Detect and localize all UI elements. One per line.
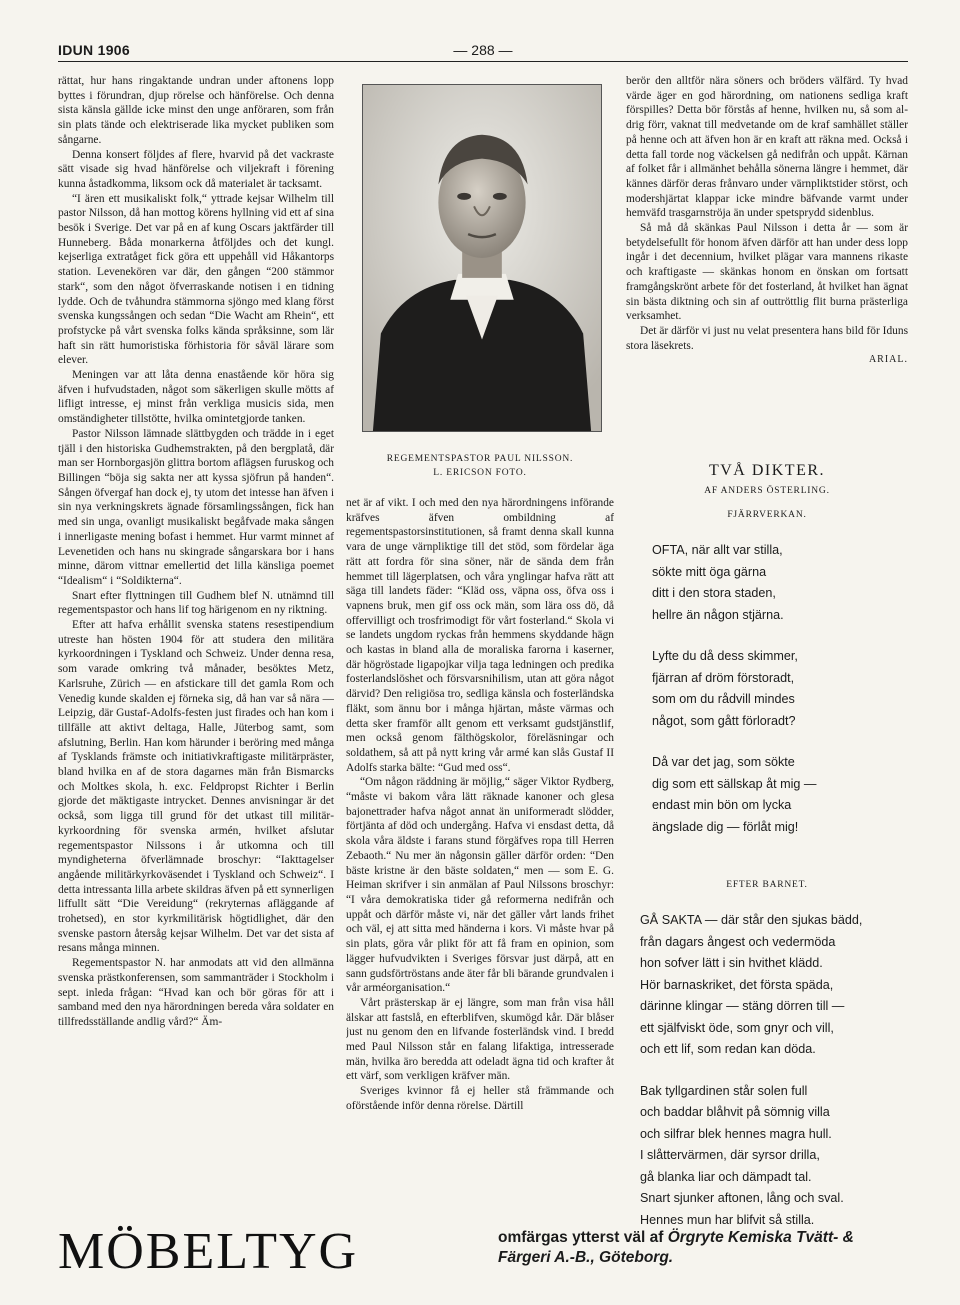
paragraph: Regementspastor N. har anmodats att vid den allmänna svenska prästkonferensen, som sammanträder i Stockholm i sept. inleda frågan: “Hvad kan och bör göras för att i samband med den nya härordningen bereda våra soldater en tillfredsställande andlig vård?“ Äm- — [58, 957, 334, 1028]
poem-line: dig som ett sällskap åt mig — — [652, 776, 817, 791]
paragraph: Så må då skänkas Paul Nilsson i detta år — som är betydelsefullt för honom äfven därför att han under dess lopp ingår i det decennium, hvilket plägar vara mannens rikaste och kraftigaste — skänkas honom en önskan om fortsatt framgångskrönt arbete för det fosterland, åt hvilket han ägnat sin bästa diktning och sin af outtröttlig flit burna prästerliga verksamhet. — [626, 222, 908, 323]
paragraph: Denna konsert följdes af flere, hvarvid på det vackraste sätt visade sig hvad hänförelse och viljekraft i förening kunna åstadkomma, liksom ock då materialet är tacksamt. — [58, 148, 334, 190]
poem-line: och silfrar blek hennes magra hull. — [640, 1126, 832, 1141]
poem-line: Lyfte du då dess skimmer, — [652, 649, 798, 663]
advertisement-company: Örgryte Kemiska Tvätt- & Färgeri A.-B., Göteborg. — [498, 1229, 854, 1266]
page-number: — 288 — — [453, 42, 513, 58]
portrait-photo — [362, 84, 602, 432]
advertisement-text — [498, 1228, 908, 1268]
caption-credit: L. ERICSON FOTO. — [433, 468, 527, 478]
poem-stanza — [626, 1081, 908, 1232]
poem-line: och baddar blåhvit på sömnig villa — [640, 1105, 830, 1119]
poem-line: OFTA, när allt var stilla, — [652, 543, 783, 557]
poem-line: ängslade dig — förlåt mig! — [652, 819, 799, 834]
poem-line: hellre än någon stjärna. — [652, 607, 784, 622]
paragraph: Vårt prästerskap är ej längre, som man från visa håll älskar att fastslå, en efterblifven, skumögd kår. Där blåser just nu genom den en lifvande fosterländsk vind. I bredd med Paul Nilsson står en falang lifaktiga, intresserade män, hvilka äro beredda att odeladt ägna tid och krafter åt ett värf, som verkligen kräfver män. — [346, 996, 614, 1083]
advertisement-headline: MÖBELTYG — [58, 1223, 359, 1280]
paragraph: “Om någon räddning är möjlig,“ säger Viktor Rydberg, “måste vi bakom våra lätt räknade kanoner och glesa bajonettrader hafva något annat än uniformeradt slödder, förtjänta af död och undergång. Hafva vi ensdast detta, då skola våra äldste i farans stund förgäfves ropa till Herren Zebaoth.“ Nu mer än någonsin gäller därför orden: “Den bäste kristne är den bäste soldaten,“ men — som E. G. Heiman skrifver i sin anmälan af Paul Nilssons broschyr: “I våra demokratiska tider gå reformerna nedifrån och uppåt och därför måste vi, när det gäller vårt lands frihet och väl, ej att sitta med händerna i kors. Vi måste hvar på sin plats, göra vår plikt för att få fram en opinion, som lägger hufvudvikten i Sveriges försvar just därpå, att en sann gudsförtröstans ande äter får bli bärande grundvalen i vår arméorganisation.“ — [346, 776, 614, 995]
poem-stanza — [626, 752, 908, 838]
paragraph: Meningen var att låta denna enastående kör höra sig äfven i hufvudstaden, något som säkerligen skulle mötts af lifligt intresse, ej minst från verkliga musicis sida, men omständigheter tillstötte, hvilka omintetgjorde tanken. — [58, 369, 334, 426]
paragraph: Snart efter flyttningen till Gudhem blef N. utnämnd till regementspastor och hans lif tog härigenom en ny riktning. — [58, 589, 334, 617]
poem-line: hon sofver lätt i sin hvithet klädd. — [640, 956, 823, 970]
poem-line: fjärran af dröm förstoradt, — [652, 670, 795, 685]
paragraph: rättat, hur hans ringaktande undran under aftonens lopp byttes i förundran, djup rörelse och hänförelse. Och denna sista känsla gällde icke minst den unge anföraren, som från sin plats tände och elektriserade lika mycket publiken som sångarne. — [58, 75, 334, 146]
poem-line: något, som gått förloradt? — [652, 713, 796, 728]
magazine-title: IDUN 1906 — [58, 42, 130, 58]
poems-title: TVÅ DIKTER. — [708, 462, 826, 479]
poem-stanza — [626, 540, 908, 626]
poem-line: och ett lif, som redan kan döda. — [640, 1042, 816, 1056]
paragraph: Sveriges kvinnor få ej heller stå främmande och oförstående inför denna rörelse. Därtill — [346, 1085, 614, 1112]
poem-line: ett själfviskt öde, som gnyr och vill, — [640, 1020, 834, 1035]
article-signature: ARIAL. — [868, 354, 908, 366]
poem-title-efter-barnet: EFTER BARNET. — [726, 880, 808, 890]
advertisement-plain: omfärgas ytterst väl af — [498, 1229, 668, 1246]
poem-line: sökte mitt öga gärna — [652, 564, 767, 579]
paragraph: Pastor Nilsson lämnade slättbygden och trädde in i eget tjäll i den historiska Gudhemstrakten, på den bergplatå, där man ser Hornborgasjön glittra bortom aflägsen furuskog och Billingen “böja sig sakta ner att kyssa sjöfrun på handen“. Sången öfvergaf han dock ej, ty utom det intesse han äfven i sin nya verkningskrets ägnade församlingssången, fick han med sin unga, ovanligt musikaliskt begåfvade maka sången i innerligaste mening bofast i hemmet. Hur varmt minnet af Levenetiden och hans nu skingrade sångarskara bor i hans minne, därom vittnar emellertid det lilla känsliga poemet “Idealism“ i “Soldikterna“. — [58, 427, 334, 587]
poem-line: som om du rådvill mindes — [652, 692, 795, 706]
poem-line: Hör barnaskriket, det första späda, — [640, 977, 834, 992]
paragraph: berör den alltför nära söners och bröders välfärd. Ty hvad värde äger en god härordning, om nationens sedliga kraft förspilles? Detta bör förstås af henne, hvilken nu, så som aldrig förr, vaknat till medvetande om de kraf samhället ställer på henne och att äfven hon är en kraft att räkna med. Också i detta fall torde nog väckelsen gå nedifrån och uppåt. Kärnan af folket får i allmänhet behålla sönerna längre i hemmet, där kännes därför deras frånvaro under värnpliktstider störst, och modershjärtat klappar icke mindre bäfvande varmt under hemväfd trasgarnströja än under spetsprydd sidenblus. — [626, 75, 908, 220]
poem-line: Hennes mun har blifvit så stilla. — [640, 1212, 815, 1227]
paragraph: Efter att hafva erhållit svenska statens resestipendium utreste han hösten 1904 för att studera den militära kyrkoordningen i Tyskland och Schweiz. Under denna resa, som varade omkring två månader, besöktes Metz, Karlsruhe, Zürich — en afstickare till det gamla Rom och Venedig kunde skalden ej förneka sig, då han var så nära — Leipzig, där Gustaf-Adolfs-festen just firades och han kom i tillfälle att aktivt deltaga, Halle, Jüterbog samt, som afslutning, Berlin. Han kom härunder i beröring med många af Tysklands främste och initiativkraftigaste militärpräster, bland hvilka en af de stora dagarnes män från Bismarcks och Moltkes skola, h. exc. Feldpropst Richter i Berlin gjorde det mäktigaste intrycket. Dennes anvisningar är det också, som ligga till grund för det utkast till militärkyrkoordning för svenska armén, hvilket afslutar regementspastor Nilssons i år utkomna och till myndigheterna öfverlämnade broschyr: “Iakttagelser angående militärkyrkoväsendet i Tyskland och Schweiz“. I detta intressanta lilla arbete skildras äfven på ett synnerligen liffullt sätt “Die Vereidung“ (rekryternas afläggande af trohetsed), en stor kyrkmilitärisk högtidlighet, där den svenske pastorn återsåg kejsar Wilhelm. Det var det sista af resans många minnen. — [58, 619, 334, 955]
portrait-illustration — [363, 85, 601, 431]
middle-column — [346, 496, 614, 1240]
poem-title-fjarrverkan: FJÄRRVERKAN. — [727, 510, 807, 520]
poem-stanza — [626, 910, 908, 1061]
paragraph: net är af vikt. I och med den nya härordningens införande kräfves äfven ombildning af regementspastorsinstitutionen, så framt denna skall kunna vara de unge värnpliktige till det stöd, som fördelar äga rätt att fordra för sina söner, när de sända dem från hemmet till lägerplatsen, och våra ynglingar hafva rätt att säga till landets fäder: “Kläd oss, väpna oss, öfva oss i vapnens bruk, men gif oss ock män, som lära oss dö, då offervilligt och trosfrimodigt för vårt fosterland.“ Skola vi se landets ungdom ryckas från hemmens skyddande hägn och kastas in bland alla de moraliska farorna i kaserner, där högröstade ligapojkar vilja taga ledningen och predika fosterlandslöshet och försvarsnihilism, utan att göra något därvid? Den religiösa tro, sedliga känsla och fosterländska fläkt, som ännu bor i många hjärtan, måste värmas och detta sker framför allt genom ett verksamt gudstjänstlif, men också genom fälthögskolor, föreläsningar och soldathem, så att på nytt kring vår armé kan slås Gustaf II Adolfs starka bälte: “Gud med oss“. — [346, 497, 614, 774]
poem-line: Snart sjunker aftonen, lång och sval. — [640, 1191, 844, 1205]
poems-section — [626, 440, 908, 1231]
photo-caption — [346, 452, 614, 480]
page-header — [58, 40, 908, 62]
poem-line: Då var det jag, som sökte — [652, 755, 795, 769]
poem-line: GÅ SAKTA — där står den sjukas bädd, — [640, 913, 863, 927]
left-column — [58, 74, 334, 1240]
paragraph: Det är därför vi just nu velat presentera hans bild för Iduns stora läsekrets. — [626, 324, 908, 352]
poem-line: I slåttervärmen, där syrsor drilla, — [640, 1148, 820, 1162]
poem-stanza — [626, 646, 908, 732]
caption-title: REGEMENTSPASTOR PAUL NILSSON. — [386, 454, 574, 464]
poem-line: gå blanka liar och dämpadt tal. — [640, 1169, 812, 1184]
poem-line: ditt i den stora staden, — [652, 586, 776, 600]
poem-line: Bak tyllgardinen står solen full — [640, 1083, 808, 1098]
paragraph: “I ären ett musikaliskt folk,“ yttrade kejsar Wilhelm till pastor Nilsson, då han mottog körens hyllning vid ett af sina besök i Sverige. Det var på en af kung Oscars jaktfärder till Hunneberg. Båda monarkerna åtföljdes och det kungl. kejserliga extratåget fick göra ett uppehåll vid Håkantorps station. Levenekören var där, den gången “200 stämmor stark“, som den något öfverraskande notisen i en tidning lydde. Och de tvåhundra stämmorna sjöngo med klang först svenska kungssången och sedan “Die Wacht am Rhein“, ett profstycke på vårt svenska folks kända språksinne, som lär haft sin rätt humoristiska förhistoria för såväl lärare som elever. — [58, 192, 334, 367]
poems-author: AF ANDERS ÖSTERLING. — [704, 486, 830, 496]
poem-line: från dagars ångest och vedermöda — [640, 934, 836, 949]
poem-line: därinne klingar — stäng dörren till — — [640, 999, 845, 1013]
poem-line: endast min bön om lycka — [652, 798, 792, 812]
right-column — [626, 74, 908, 404]
